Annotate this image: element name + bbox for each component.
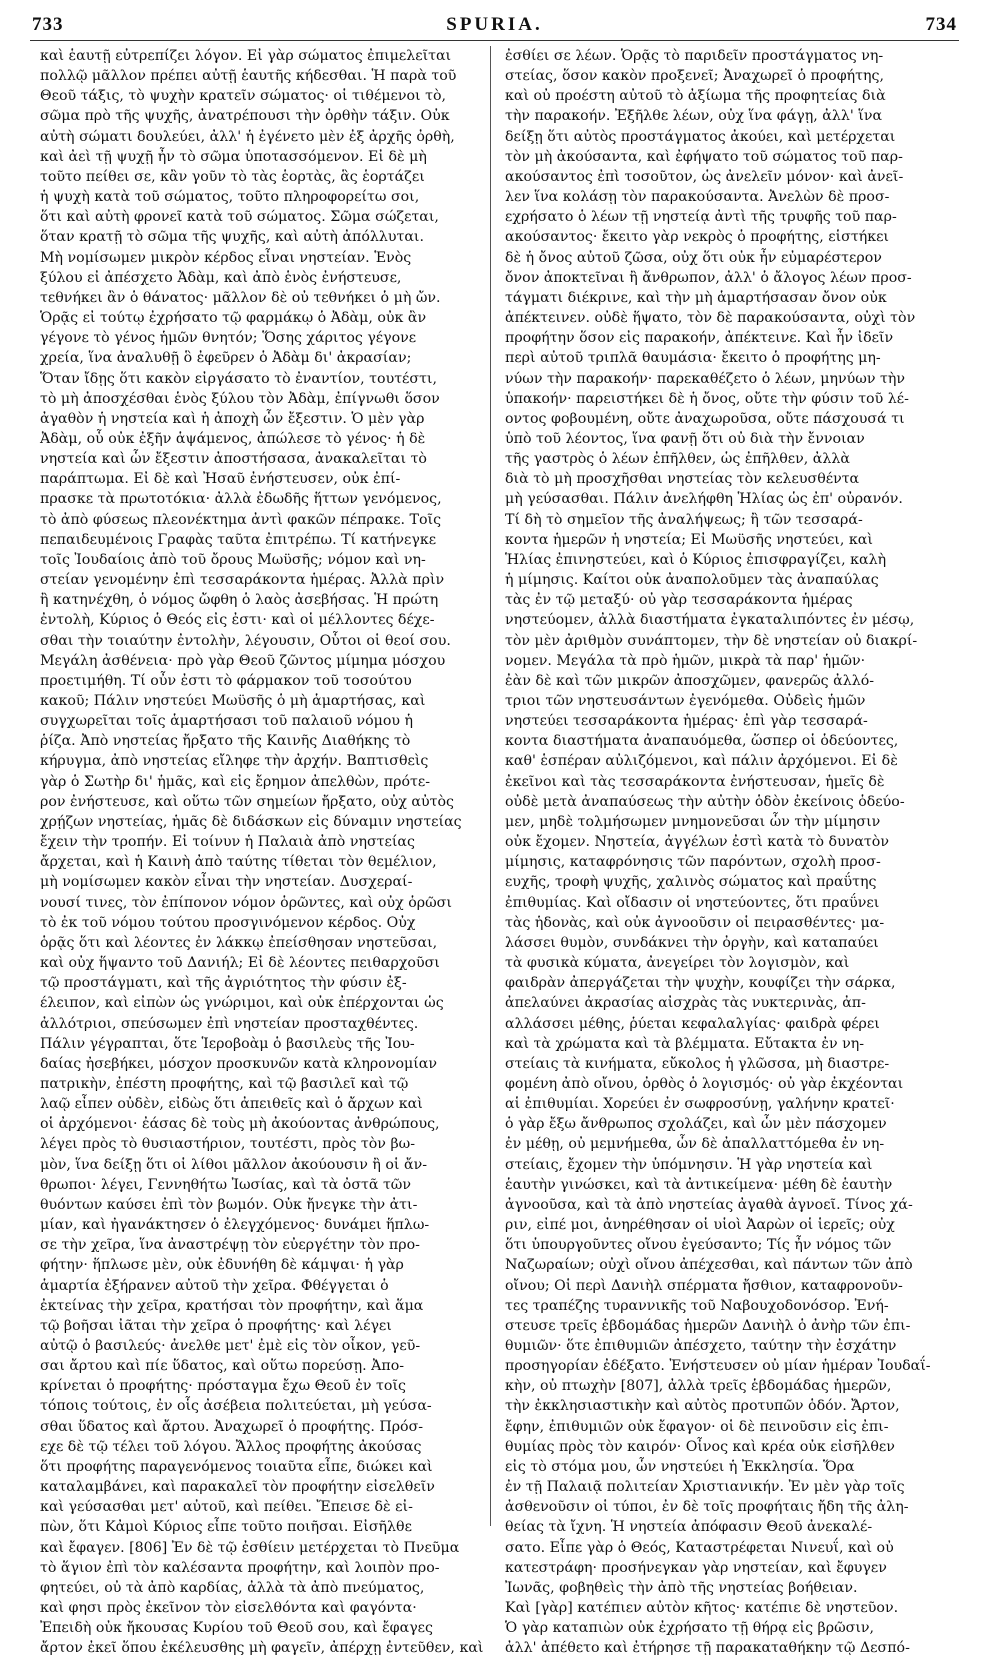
text-line: μὸν, ἵνα δείξῃ ὅτι οἱ λίθοι μᾶλλον ἀκούουσιν ἢ οἱ ἄν- (40, 1156, 427, 1173)
text-line: ὅταν κρατῇ τὸ σῶμα τῆς ψυχῆς, καὶ αὐτὴ ἀπόλλυται. (40, 229, 424, 246)
text-line: τὸ μὴ ἀποσχέσθαι ἑνὸς ξύλου τὸν Ἀδὰμ, ἐπίγνωθι ὅσον (40, 390, 440, 407)
text-line: ἡ μίμησις. Καίτοι οὐκ ἀναπολοῦμεν τὰς ἀναπαύλας (505, 572, 879, 589)
text-line: καὶ ἀεὶ τῇ ψυχῇ ἦν τὸ σῶμα ὑποτασσόμενον. Εἰ δὲ μὴ (40, 148, 427, 165)
text-line: τάγματι διέκρινε, καὶ τὴν μὴ ἁμαρτήσασαν ὄνον οὐκ (505, 289, 887, 306)
text-line: σατο. Εἶπε γὰρ ὁ Θεός, Καταστρέφεται Νινευΐ, καὶ οὐ (505, 1539, 894, 1556)
text-line: μίμησις, καταφρόνησις τῶν παρόντων, σχολὴ προσ- (505, 854, 881, 871)
text-line: τοῦτο πείθει σε, κἂν γοῦν τὸ τὰς ἑορτὰς, ἃς ἑορτάζει (40, 168, 425, 185)
text-line: κατεστράφη· προσήνεγκαν γὰρ νηστείαν, καὶ ἔφυγεν (505, 1559, 887, 1576)
text-line: Ἡλίας ἐπινηστεύει, καὶ ὁ Κύριος ἐπισφραγίζει, καλὴ (505, 551, 887, 568)
text-line: οἱ ἀρχόμενοι· ἐάσας δὲ τοὺς μὴ ἀκούοντας ἀνθρώπους, (40, 1116, 440, 1133)
text-line: στευσε τρεῖς ἑβδομάδας ἡμερῶν Δανιὴλ ὁ ἀνὴρ τῶν ἐπι- (505, 1317, 911, 1334)
text-line: Ὅταν ἴδῃς ὅτι κακὸν εἰργάσατο τὸ ἐναντίον, τουτέστι, (40, 370, 437, 387)
text-line: στείαις τὰ κινήματα, εὔκολος ἡ γλῶσσα, μὴ διαστρε- (505, 1055, 890, 1072)
text-line: φητεύει, οὐ τὰ ἀπὸ καρδίας, ἀλλὰ τὰ ἀπὸ πνεύματος, (40, 1579, 425, 1596)
text-line: τῷ προστάγματι, καὶ τῆς ἀγριότητος τὴν φύσιν ἐξ- (40, 975, 407, 992)
text-line: τόποις τούτοις, ἐν οἷς ἀσέβεια πολιτεύεται, μὴ γεύσα- (40, 1398, 432, 1415)
text-line: τὰ φυσικὰ κύματα, ἀνεγείρει τὸν λογισμὸν, καὶ (505, 955, 850, 972)
text-line: ἐντολὴ, Κύριος ὁ Θεός εἰς ἐστι· καὶ οἱ μέλλοντες δέχε- (40, 612, 435, 629)
text-line: ακούσαντος ἐπὶ τοσοῦτον, ὡς ἀνελεῖν μόνον· καὶ ἀνεῖ- (505, 168, 904, 185)
text-line: νουσί τινες, τὸν ἐπίπονον νόμον ὁρῶντες, καὶ οὐχ ὁρῶσι (40, 894, 452, 911)
text-line: ὄνον ἀποκτεῖναι ἢ ἄνθρωπον, ἀλλ' ὁ ἄλογος λέων προσ- (505, 269, 912, 286)
text-line: ὅτι προφήτης παραγενόμενος τοιαῦτα εἶπε, διώκει καὶ (40, 1458, 433, 1475)
text-line: ἀσθενοῦσιν οἱ τύποι, ἐν δὲ τοῖς προφήταις ἤδη τῆς ἀλη- (505, 1499, 909, 1516)
text-line: Ναζωραίων; οὐχὶ οἴνου ἀπέχεσθαι, καὶ πάντων τῶν ἀπὸ (505, 1257, 913, 1274)
text-line: λεν ἵνα κολάσῃ τὸν παρακούσαντα. Ἀνελὼν δὲ προσ- (505, 189, 890, 206)
text-line: τὴν παρακοήν. Ἐξῆλθε λέων, οὐχ ἵνα φάγῃ, ἀλλ' ἵνα (505, 108, 883, 125)
text-line: θρωποι· λέγει, Γεννηθήτω Ἰωσίας, καὶ τὰ ὀστᾶ τῶν (40, 1176, 411, 1193)
text-line: σε τὴν χεῖρα, ἵνα ἀναστρέψῃ τὸν εὐεργέτην τὸν προ- (40, 1237, 420, 1254)
text-line: κὴν, οὐ πτωχὴν [807], ἀλλὰ τρεῖς ἑβδομάδας ἡμερῶν, (505, 1378, 892, 1395)
text-line: συγχωρεῖται τοῖς ἁμαρτήσασι τοῦ παλαιοῦ νόμου ἡ (40, 713, 414, 730)
text-line: ἀγνοοῦσα, καὶ τὰ ἀπὸ νηστείας ἀγαθὰ ἀγνοεῖ. Τίνος χά- (505, 1196, 913, 1213)
text-line: ἁμαρτία ἐξήρανεν αὐτοῦ τὴν χεῖρα. Φθέγγεται ὁ (40, 1277, 389, 1294)
text-line: κρίνεται ὁ προφήτης· πρόσταγμα ἔχω Θεοῦ ἐν τοῖς (40, 1378, 406, 1395)
text-line: περὶ αὐτοῦ τριπλᾶ θαυμάσια· ἔκειτο ὁ προφήτης μη- (505, 350, 881, 367)
text-line: Μεγάλη ἀσθένεια· πρὸ γὰρ Θεοῦ ζῶντος μίμημα μόσχου (40, 652, 446, 669)
text-line: καὶ ἑαυτῇ εὐτρεπίζει λόγον. Εἰ γὰρ σώματος ἐπιμελεῖται (40, 48, 452, 64)
text-line: ὁρᾷς ὅτι καὶ λέοντες ἐν λάκκῳ ἐπείσθησαν νηστεῦσαι, (40, 934, 438, 951)
text-line: ἐὰν δὲ καὶ τῶν μικρῶν ἀποσχῶμεν, φανερῶς ἀλλό- (505, 672, 875, 689)
text-line: ρον ἐνήστευσε, καὶ οὕτω τῶν σημείων ἤρξατο, οὐχ αὐτὸς (40, 793, 454, 810)
text-line: γέγονε τὸ γένος ἡμῶν θνητόν; Ὅσης χάριτος γέγονε (40, 330, 417, 347)
text-line: τες τραπέζης τυραννικῆς τοῦ Ναβουχοδονόσορ. Ἐνή- (505, 1297, 889, 1314)
text-line: πατρικὴν, ἐπέστη προφήτης, καὶ τῷ βασιλεῖ καὶ τῷ (40, 1075, 409, 1092)
text-line: νομεν. Μεγάλα τὰ πρὸ ἡμῶν, μικρὰ τὰ παρ' ἡμῶν· (505, 652, 866, 669)
text-line: χρεία, ἵνα ἀναλυθῇ ὃ ἐφεῦρεν ὁ Ἀδὰμ δι' ἀκρασίαν; (40, 350, 412, 367)
text-line: οὐκ ἔχομεν. Νηστεία, ἀγγέλων ἐστὶ κατὰ τὸ δυνατὸν (505, 834, 889, 851)
text-line: ἐν τῇ Παλαιᾷ πολιτείαν Χριστιανικήν. Ἐν μὲν γὰρ τοῖς (505, 1479, 905, 1496)
text-line: μεν, μηδὲ τολμήσωμεν μνημονεῦσαι ὧν τὴν μίμησιν (505, 813, 881, 830)
text-line: πεπαιδευμένοις Γραφὰς ταῦτα ἐπιτρέπω. Τί κατήνεγκε (40, 531, 437, 548)
text-line: ἀλλ' ἀπέθετο καὶ ἐτήρησε τῇ παρακαταθήκην τῷ Δεσπό- (505, 1640, 910, 1657)
text-line: θείας τὰ ἴχνη. Ἡ νηστεία ἀπόφασιν Θεοῦ ἀνεκαλέ- (505, 1519, 873, 1536)
text-line: έλειπον, καὶ εἰπὼν ὡς γνώριμοι, καὶ οὐκ ἐπέρχονται ὡς (40, 995, 444, 1012)
page-number-right: 734 (925, 14, 957, 35)
text-line: ἀγαθὸν ἡ νηστεία καὶ ἡ ἀποχὴ ὧν ἔξεστιν. Ὁ μὲν γὰρ (40, 410, 425, 427)
text-line: αἱ ἐπιθυμίαι. Χορεύει ἐν σωφροσύνῃ, γαλήνην κρατεῖ· (505, 1096, 895, 1113)
text-line: καὶ ἔφαγεν. [806] Ἐν δὲ τῷ ἐσθίειν μετέρχεται τὸ Πνεῦμα (40, 1539, 460, 1556)
text-line: εχρήσατο ὁ λέων τῇ νηστείᾳ ἀντὶ τῆς τρυφῆς τοῦ παρ- (505, 209, 897, 226)
text-line: τριοι τῶν νηστευσάντων ἐγενόμεθα. Οὐδεὶς ἡμῶν (505, 693, 866, 709)
text-line: φαιδρὰν ἀπεργάζεται τὴν ψυχὴν, κουφίζει τὴν σάρκα, (505, 975, 896, 992)
text-line: πολλῷ μᾶλλον πρέπει αὐτῇ ἑαυτῆς κήδεσθαι. Ἡ παρὰ τοῦ (40, 68, 457, 85)
text-line: Ὁρᾷς εἰ τούτῳ ἐχρήσατο τῷ φαρμάκῳ ὁ Ἀδὰμ, οὐκ ἂν (40, 310, 427, 327)
text-line: Ἰωνᾶς, φοβηθεὶς τὴν ἀπὸ τῆς νηστείας βοήθειαν. (505, 1579, 858, 1596)
text-line: καὶ οὐχ ἥψαντο τοῦ Δανιήλ; Εἰ δὲ λέοντες πειθαρχοῦσι (40, 955, 440, 972)
text-line: οἴνου; Οἱ περὶ Δανιὴλ σπέρματα ἤσθιον, καταφρονοῦν- (505, 1277, 903, 1294)
text-line: τοῖς Ἰουδαίοις ἀπὸ τοῦ ὄρους Μωϋσῆς; νόμον καὶ νη- (40, 551, 426, 568)
text-line: προφήτην ὅσον εἰς παρακοήν, ἀπέκτεινε. Καὶ ἦν ἰδεῖν (505, 330, 894, 347)
text-line: νηστεία καὶ ὧν ἔξεστιν ἀποστήσασα, ἀνακαλεῖται τὸ (40, 451, 427, 468)
text-line: στείαν γενομένην ἐπὶ τεσσαράκοντα ἡμέρας. Ἀλλὰ πρὶν (40, 572, 445, 589)
text-line: καθ' ἑσπέραν αὐλιζόμενοι, καὶ πάλιν ἀρχόμενοι. Εἰ δὲ (505, 753, 898, 770)
running-title: SPURIA. (446, 14, 543, 35)
text-line: Ὁ γὰρ καταπιὼν οὐκ ἐχρήσατο τῇ θήρᾳ εἰς βρῶσιν, (505, 1620, 875, 1637)
text-line: σθαι ὕδατος καὶ ἄρτου. Ἀναχωρεῖ ὁ προφήτης. Πρόσ- (40, 1418, 424, 1435)
text-line: ξύλου εἰ ἀπέσχετο Ἀδὰμ, καὶ ἀπὸ ἑνὸς ἐνήστευσε, (40, 269, 402, 286)
left-column (40, 46, 484, 1657)
text-line: αλλάσσει μέθης, ῥύεται κεφαλαλγίας· φαιδρὰ φέρει (505, 1015, 880, 1032)
text-line: τῷ βοῆσαι ἰᾶται τὴν χεῖρα ὁ προφήτης· καὶ λέγει (40, 1317, 392, 1334)
text-line: ὅτι ὑπουργοῦντες οἴνου ἐγεύσαντο; Τίς ἦν νόμος τῶν (505, 1237, 892, 1254)
text-line: ἄρχεται, καὶ ἡ Καινὴ ἀπὸ ταύτης τίθεται τὸν θεμέλιον, (40, 854, 437, 871)
text-line: πρασκε τὰ πρωτοτόκια· ἀλλὰ ἐδωδῆς ἥττων γενόμενος, (40, 491, 442, 508)
text-line: Ἐπειδὴ οὐκ ἤκουσας Κυρίου τοῦ Θεοῦ σου, καὶ ἔφαγες (40, 1620, 433, 1637)
text-line: ριν, εἰπέ μοι, ἀνηρέθησαν οἱ υἱοὶ Ἀαρὼν οἱ ἱερεῖς; οὐχ (505, 1217, 895, 1234)
text-line: σῶμα πρὸ τῆς ψυχῆς, ἀνατρέπουσι τὴν ὀρθὴν τάξιν. Οὐκ (40, 108, 450, 125)
text-line: ἔφην, ἐπιθυμιῶν οὐκ ἔφαγον· οἱ δὲ πεινοῦσιν εἰς ἐπι- (505, 1418, 889, 1435)
text-line: προετιμήθη. Τί οὖν ἐστι τὸ φάρμακον τοῦ τοσούτου (40, 672, 412, 689)
text-line: καὶ τὰ χρώματα καὶ τὰ βλέμματα. Εὔτακτα ἐν νη- (505, 1035, 865, 1052)
text-line: Θεοῦ τάξις, τὸ ψυχὴν κρατεῖν σώματος· οἱ τιθέμενοι τὸ, (40, 88, 447, 105)
text-line: ἐπιθυμίας. Καὶ οἴδασιν οἱ νηστεύοντες, ὅτι πραΰνει (505, 894, 880, 911)
text-line: ἄρτον ἐκεῖ ὅπου ἐκέλευσθης μὴ φαγεῖν, ἀπέρχῃ ἐντεῦθεν, καὶ (40, 1640, 484, 1657)
text-line: τὸ ἀπὸ φύσεως πλεονέκτημα ἀντὶ φακῶν πέπρακε. Τοῖς (40, 511, 442, 528)
text-line: τεθνήκει ἂν ὁ θάνατος· μᾶλλον δὲ οὐ τεθνήκει ὁ μὴ ὤν. (40, 289, 441, 306)
text-line: τὰς ἡδονὰς, καὶ οὐκ ἀγνοοῦσιν οἱ πειρασθέντες· μα- (505, 914, 885, 931)
text-line: παράπτωμα. Εἰ δὲ καὶ Ἠσαῦ ἐνήστευσεν, οὐκ ἐπί- (40, 471, 401, 488)
text-line: τὸ ἐκ τοῦ νόμου τούτου προσγινόμενον κέρδος. Οὐχ (40, 914, 416, 931)
text-line: σθαι τὴν τοιαύτην ἐντολὴν, λέγουσιν, Οὗτοι οἱ θεοί σου. (40, 632, 451, 649)
text-line: καὶ γεύσασθαι μετ' αὐτοῦ, καὶ πείθει. Ἔπεισε δὲ εἰ- (40, 1499, 413, 1516)
text-line: καὶ οὐ προέστη αὐτοῦ τὸ ἀξίωμα τῆς προφητείας διὰ (505, 88, 886, 105)
text-line: τὸ ἅγιον ἐπὶ τὸν καλέσαντα προφήτην, καὶ λοιπὸν προ- (40, 1559, 440, 1576)
text-line: φομένη ἀπὸ οἴνου, ὀρθὸς ὁ λογισμός· οὐ γὰρ ἐκχέονται (505, 1075, 904, 1092)
text-line: ὑπακοήν· παρειστήκει δὲ ἡ ὄνος, οὔτε τὴν φύσιν τοῦ λέ- (505, 390, 909, 407)
text-line: νηστεύομεν, ἀλλὰ διαστήματα ἐγκαταλιπόντες ἐν μέσῳ, (505, 612, 915, 629)
text-line: μὴ γεύσασθαι. Πάλιν ἀνελήφθη Ἡλίας ὡς ἐπ' οὐρανόν. (505, 491, 903, 508)
text-line: Τί δὴ τὸ σημεῖον τῆς ἀναλήψεως; ἢ τῶν τεσσαρά- (505, 511, 863, 528)
text-line: στείαις, ἔχομεν τὴν ὑπόμνησιν. Ἡ γὰρ νηστεία καὶ (505, 1156, 873, 1173)
text-line: λέγει πρὸς τὸ θυσιαστήριον, τουτέστι, πρὸς τὸν βω- (40, 1136, 416, 1153)
text-line: ακούσαντος· ἔκειτο γὰρ νεκρὸς ὁ προφήτης, εἱστήκει (505, 229, 889, 246)
text-line: οντος φοβουμένη, οὔτε ἀναχωροῦσα, οὔτε πάσχουσά τι (505, 410, 905, 427)
text-line: εἰς τὸ στόμα μου, ὧν νηστεύει ἡ Ἐκκλησία. Ὅρα (505, 1458, 855, 1475)
text-line: Πάλιν γέγραπται, ὅτε Ἱεροβοὰμ ὁ βασιλεὺς τῆς Ἰου- (40, 1035, 415, 1052)
text-line: ἀπέκτεινεν. οὐδὲ ἥψατο, τὸν δὲ παρακούσαντα, οὐχὶ τὸν (505, 310, 916, 327)
text-line: θυμίας πρὸς τὸν καιρόν· Οἶνος καὶ κρέα οὐκ εἰσῆλθεν (505, 1438, 895, 1455)
text-line: προσηγορίαν ἐδέξατο. Ἐνήστευσεν οὐ μίαν ἡμέραν Ἰουδαΐ- (505, 1358, 931, 1375)
text-line: ἡ ψυχὴ κατὰ τοῦ σώματος, τοῦτο πληροφορείτω σοι, (40, 189, 420, 206)
text-line: κοντα ἡμερῶν ἡ νηστεία; Εἰ Μωϋσῆς νηστεύει, καὶ (505, 531, 873, 548)
text-line: κοντα διαστήματα ἀναπαυόμεθα, ὥσπερ οἱ ὁδεύοντες, (505, 733, 899, 750)
text-line: ἐν μέθῃ, οὐ μεμνήμεθα, ὧν δὲ ἀπαλλαττόμεθα ἐν νη- (505, 1136, 885, 1153)
text-line: μὴ νομίσωμεν κακὸν εἶναι τὴν νηστείαν. Δυσχεραί- (40, 874, 413, 891)
text-line: τῆς γαστρὸς ὁ λέων ἐπῆλθεν, ὡς ἐπῆλθεν, ἀλλὰ (505, 451, 850, 468)
text-line: ὁ γὰρ ἔξω ἄνθρωπος σχολάζει, καὶ ὧν μὲν πάσχομεν (505, 1116, 887, 1133)
text-line: ὅτι καὶ αὐτὴ φρονεῖ κατὰ τοῦ σώματος. Σῶμα σώζεται, (40, 209, 439, 226)
text-line: ἀπελαύνει ἀκρασίας αἰσχρὰς τὰς νυκτερινὰς, ἀπ- (505, 995, 866, 1012)
text-line: τὴν ἐκκλησιαστικὴν καὶ αὐτὸς προτυπῶν ὁδόν. Ἄρτον, (505, 1398, 900, 1415)
text-line: εχε δὲ τῷ τέλει τοῦ λόγου. Ἄλλος προφήτης ἀκούσας (40, 1438, 422, 1455)
text-line: αὐτῷ ὁ βασιλεύς· ἀνελθε μετ' ἐμὲ εἰς τὸν οἶκον, γεῦ- (40, 1338, 421, 1354)
text-line: δείξῃ ὅτι αὐτὸς προστάγματος ἀκούει, καὶ μετέρχεται (505, 128, 896, 145)
text-line: κακοῦ; Πάλιν νηστεύει Μωϋσῆς ὁ μὴ ἁμαρτήσας, καὶ (40, 693, 426, 709)
text-line: νηστεύει τεσσαράκοντα ἡμέρας· ἐπὶ γὰρ τεσσαρά- (505, 713, 868, 730)
text-line: θυόντων καύσει ἐπὶ τὸν βωμόν. Οὐκ ἤνεγκε τὴν ἀτι- (40, 1196, 418, 1213)
text-line: αὐτὴ σώματι δουλεύει, ἀλλ' ἡ ἐγένετο μὲν ἐξ ἀρχῆς ὀρθὴ, (40, 128, 455, 145)
text-line: οὐδὲ μετὰ ἀναπαύσεως τὴν αὐτὴν ὁδὸν ἐκείνοις ὁδεύο- (505, 793, 905, 810)
text-line: τὰς ἐν τῷ μεταξύ· οὐ γὰρ τεσσαράκοντα ἡμέρας (505, 592, 853, 609)
text-line: κήρυγμα, ἀπὸ νηστείας εἴληφε τὴν ἀρχήν. Βαπτισθεὶς (40, 753, 429, 770)
text-line: σαι ἄρτου καὶ πίε ὕδατος, καὶ οὕτω πορεύσῃ. Ἀπο- (40, 1358, 405, 1375)
text-line: φήτην· ἥπλωσε μὲν, οὐκ ἐδυνήθη δὲ κάμψαι· ἡ γὰρ (40, 1257, 404, 1274)
text-line: Καὶ [γὰρ] κατέπιεν αὐτὸν κῆτος· κατέπιε δὲ νηστεῦον. (505, 1600, 899, 1617)
text-line: ὑπὸ τοῦ λέοντος, ἵνα φανῇ ὅτι οὐ διὰ τὴν ἔννοιαν (505, 430, 865, 447)
text-line: ῥίζα. Ἀπὸ νηστείας ἤρξατο τῆς Καινῆς Διαθήκης τὸ (40, 733, 411, 750)
text-line: τὸν μὲν ἀριθμὸν συνάπτομεν, τὴν δὲ νηστείαν οὐ διακρί- (505, 632, 918, 649)
text-line: διὰ τὸ μὴ προσχῆσθαι νηστείας τὸν κελευσθέντα (505, 471, 860, 488)
text-line: νύων τὴν παρακοήν· παρεκαθέζετο ὁ λέων, μηνύων τὴν (505, 370, 905, 387)
text-line: δὲ ἡ ὄνος αὐτοῦ ζῶσα, οὐχ ὅτι οὐκ ἦν εὐμαρέστερον (505, 249, 882, 266)
text-line: ἢ κατηνέχθη, ὁ νόμος ὤφθη ὁ λαὸς ἀσεβήσας. Ἡ πρώτη (40, 592, 439, 609)
text-line: ἐσθίει σε λέων. Ὁρᾷς τὸ παριδεῖν προστάγματος νη- (505, 48, 884, 64)
text-line: ἑαυτὴν γινώσκει, καὶ τὰ ἀντικείμενα· μέθη δὲ ἑαυτὴν (505, 1176, 893, 1193)
text-line: ἐκεῖνοι καὶ τὰς τεσσαράκοντα ἐνήστευσαν, ἡμεῖς δὲ (505, 773, 885, 790)
text-line: ἐκτείνας τὴν χεῖρα, κρατήσαι τὸν προφήτην, καὶ ἅμα (40, 1297, 424, 1314)
right-column (505, 46, 947, 1657)
text-line: καὶ φησι πρὸς ἐκεῖνον τὸν εἰσελθόντα καὶ φαγόντα· (40, 1600, 417, 1617)
text-line: καταλαμβάνει, καὶ παρακαλεῖ τὸν προφήτην εἰσελθεῖν (40, 1479, 435, 1496)
text-line: Μὴ νομίσωμεν μικρὸν κέρδος εἶναι νηστείαν. Ἑνὸς (40, 249, 412, 266)
text-line: γὰρ ὁ Σωτὴρ δι' ἡμᾶς, καὶ εἰς ἔρημον ἀπελθὼν, πρότε- (40, 773, 430, 790)
text-line: ἔχειν τὴν τροπήν. Εἰ τοίνυν ἡ Παλαιὰ ἀπὸ νηστείας (40, 834, 415, 851)
text-line: στείας, ὅσον κακὸν προξενεῖ; Ἀναχωρεῖ ὁ προφήτης, (505, 68, 884, 85)
text-line: χρῄζων νηστείας, ἡμᾶς δὲ διδάσκων εἰς δύναμιν νηστείας (40, 813, 462, 830)
text-line: λαῷ εἶπεν οὐδὲν, εἰδὼς ὅτι ἀπειθεῖς καὶ ὁ ἄρχων καὶ (40, 1096, 423, 1113)
page-header (30, 12, 959, 41)
text-line: Ἀδὰμ, οὗ οὐκ ἐξῆν ἁψάμενος, ἀπώλεσε τὸ γένος· ἡ δὲ (40, 430, 426, 447)
text-line: ευχῆς, τροφὴ ψυχῆς, χαλινὸς σώματος καὶ πραΰτης (505, 874, 877, 891)
text-line: τὸν μὴ ἀκούσαντα, καὶ ἐφήψατο τοῦ σώματος τοῦ παρ- (505, 148, 903, 165)
text-line: δαίας ἠσεβήκει, μόσχον προσκυνῶν κατὰ κληρονομίαν (40, 1055, 437, 1072)
text-line: λάσσει θυμὸν, συνδάκνει τὴν ὀργὴν, καὶ καταπαύει (505, 934, 879, 951)
column-divider (490, 46, 491, 1526)
text-line: θυμιῶν· ὅτε ἐπιθυμιῶν ἀπέσχετο, ταύτην τὴν ἐσχάτην (505, 1338, 897, 1354)
text-line: μίαν, καὶ ἠγανάκτησεν ὁ ἐλεγχόμενος· δυνάμει ἥπλω- (40, 1217, 430, 1234)
text-line: ἀλλότριοι, σπεύσωμεν ἐπὶ νηστείαν προσταχθέντες. (40, 1015, 419, 1032)
page-number-left: 733 (32, 14, 64, 35)
text-line: πὼν, ὅτι Κἀμοὶ Κύριος εἶπε τοῦτο ποιῆσαι. Εἰσῆλθε (40, 1519, 412, 1536)
